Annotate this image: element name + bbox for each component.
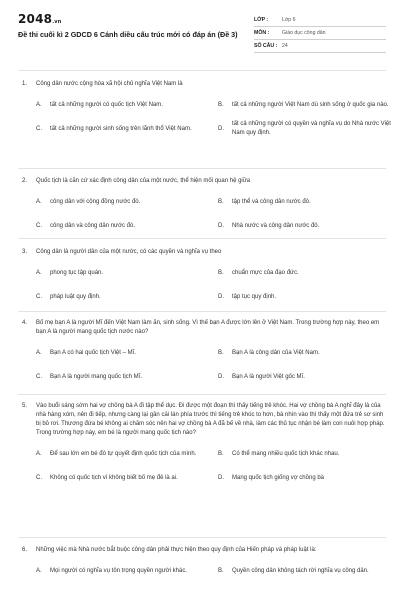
option-b[interactable]: B. Có thể mang nhiều quốc tịch khác nhau. [218, 450, 340, 457]
question-5 [18, 402, 386, 487]
question-number: 2. [22, 178, 28, 184]
option-d[interactable]: D. tất cả những người có quyền và nghĩa vụ do Nhà nước Việt Nam quy định. [218, 121, 391, 136]
option-d[interactable]: D. Bạn A là người Việt gốc Mĩ. [218, 373, 305, 380]
meta-value: Lớp 6 [282, 17, 296, 23]
option-c[interactable]: C. Không có quốc tịch vì không biết bố mẹ đẻ là ai. [36, 474, 178, 481]
meta-key: MÔN : [254, 30, 270, 36]
option-a[interactable]: A. Để sau lớn em bé đó tự quyết định quốc tịch của mình. [36, 450, 197, 457]
question-number: 1. [22, 81, 28, 87]
meta-row-count [254, 40, 386, 53]
question-3 [18, 248, 386, 306]
meta-row-grade [254, 14, 386, 27]
question-6 [18, 546, 386, 580]
options [18, 562, 386, 580]
divider [18, 537, 386, 538]
option-c[interactable]: C. pháp luật quy định. [36, 293, 101, 300]
divider [18, 311, 386, 312]
document-title: Đề thi cuối kì 2 GDCD 6 Cánh diều cấu trúc mới có đáp án (Đề 3) [18, 30, 238, 39]
option-b[interactable]: B. Bạn A là công dân của Việt Nam. [218, 349, 320, 356]
options [18, 96, 391, 138]
option-b[interactable]: B. chuẩn mực của đạo đức. [218, 269, 299, 276]
options [18, 264, 386, 306]
divider [18, 168, 386, 169]
option-a[interactable]: A. phong tục tập quán. [36, 269, 104, 276]
meta-key: LỚP : [254, 17, 269, 23]
meta-value: Giáo dục công dân [282, 30, 326, 36]
option-b[interactable]: B. tất cả những người Việt Nam dù sinh sống ở quốc gia nào. [218, 101, 389, 108]
meta-key: SỐ CÂU : [254, 43, 278, 49]
question-2 [18, 177, 386, 235]
option-c[interactable]: C. công dân và công dân nước đó. [36, 222, 136, 229]
options [18, 193, 386, 235]
meta-value: 24 [282, 43, 288, 49]
option-a[interactable]: A. Bạn A có hai quốc tịch Việt – Mĩ. [36, 349, 136, 356]
option-d[interactable]: D. tập tục quy định. [218, 293, 277, 300]
option-c[interactable]: C. tất cả những người sinh sống trên lãnh thổ Việt Nam. [36, 125, 192, 132]
question-number: 6. [22, 547, 28, 553]
question-1 [18, 80, 391, 138]
question-text: 2. Quốc tịch là căn cứ xác định công dân của một nước, thể hiện mối quan hệ giữa [22, 178, 251, 184]
question-text: 5. Vào buổi sáng sớm hai vợ chồng bà A đi tập thể dục. Đi được một đoạn thì thấy tiếng trẻ khóc. Hai vợ chồng bà A nghĩ đây là của nhà hàng xóm, nên đi tiếp, nhưng càng lại gần cái lán phía trước thì tiếng trẻ khóc to hơn, bà nhìn vào thì thấy một đứa trẻ sơ sinh bị bỏ rơi. Thương đứa bé không ai chăm sóc nên hai vợ chồng bà A đã bế về nhà, làm các thủ tục nhận bé làm con nuôi hợp pháp. Trong trường hợp này, em bé là người mang quốc tịch nào? [22, 403, 385, 436]
question-number: 3. [22, 249, 28, 255]
meta-row-subject [254, 27, 386, 40]
options [18, 344, 386, 386]
question-text: 4. Bố mẹ bạn A là người Mĩ đến Việt Nam làm ăn, sinh sống. Vì thế bạn A được lớn lên ở Việt Nam. Trong trường hợp này, theo em bạn A là người mang quốc tịch nước nào? [22, 320, 380, 335]
option-a[interactable]: A. công dân với cộng đồng nước đó. [36, 198, 141, 205]
divider [18, 238, 386, 239]
question-number: 4. [22, 320, 28, 326]
option-c[interactable]: C. Bạn A là người mang quốc tịch Mĩ. [36, 373, 143, 380]
question-text: 3. Công dân là người dân của một nước, có các quyền và nghĩa vụ theo [22, 249, 222, 255]
option-a[interactable]: A. Mọi người có nghĩa vụ tôn trọng quyền người khác. [36, 567, 187, 574]
site-logo[interactable]: 2048.vn [18, 12, 62, 26]
question-number: 5. [22, 403, 28, 409]
option-a[interactable]: A. tất cả những người có quốc tịch Việt Nam. [36, 101, 163, 108]
question-4 [18, 319, 386, 386]
option-b[interactable]: B. Quyền công dân không tách rời nghĩa vụ công dân. [218, 567, 369, 574]
question-text: 1. Công dân nước cộng hòa xã hội chủ nghĩa Việt Nam là [22, 81, 183, 87]
option-d[interactable]: D. Nhà nước và công dân nước đó. [218, 222, 320, 229]
meta-table [254, 14, 386, 53]
divider [18, 394, 386, 395]
question-text: 6. Những việc mà Nhà nước bắt buộc công dân phải thực hiện theo quy định của Hiến pháp và pháp luật là: [22, 547, 317, 553]
document-header [18, 12, 386, 64]
options [18, 445, 386, 487]
option-b[interactable]: B. tập thể và công dân nước đó. [218, 198, 311, 205]
option-d[interactable]: D. Mang quốc tịch giống vợ chồng bà [218, 474, 324, 481]
divider [18, 70, 386, 71]
